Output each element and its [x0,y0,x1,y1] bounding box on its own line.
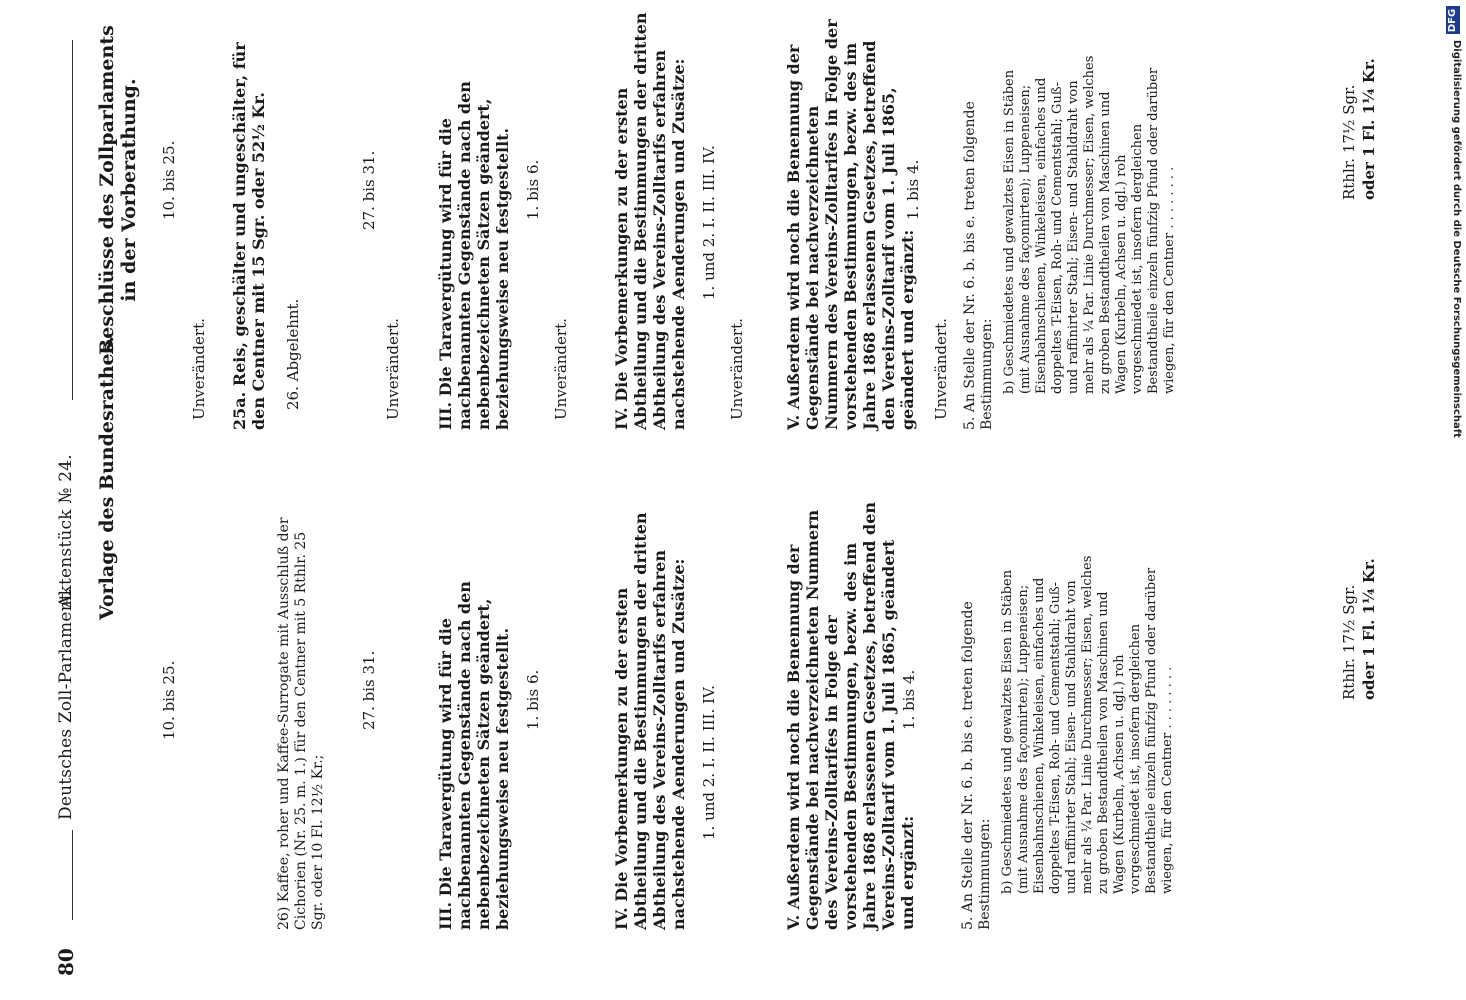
right-section-iv-range: 1. und 2. I. II. III. IV. [700,145,718,300]
left-item-5b-rate-kr: oder 1 Fl. 1¼ Kr. [1360,558,1378,700]
right-unchanged-1: Unverändert. [190,318,208,420]
left-range-27-31: 27. bis 31. [360,650,378,730]
left-item-26: 26) Kaffee, roher und Kaffee-Surrogate mit Ausschluß der Cichorien (Nr. 25. m. 1.) für den Centner mit 5 Rthlr. 25 Sgr. oder 10 Fl. 12½ Kr.; [276,517,326,930]
right-section-v-range: 1. bis 4. [904,159,922,220]
right-item-5-intro: 5. An Stelle der Nr. 6. b. bis e. treten folgende Bestimmungen: [962,101,995,430]
right-section-iii-range: 1. bis 6. [524,159,542,220]
right-section-iv: IV. Die Vorbemerkungen zu der ersten Abtheilung und die Bestimmungen der dritten Abtheilung des Vereins-Zolltarifs erfahren nachstehende Aenderungen und Zusätze: [612,12,688,430]
left-section-iv: IV. Die Vorbemerkungen zu der ersten Abtheilung und die Bestimmungen der dritten Abtheilung des Vereins-Zolltarifs erfahren nachstehende Aenderungen und Zusätze: [612,512,688,930]
digitization-credit: Digitalisierung gefördert durch die Deutsche Forschungsgemeinschaft [1451,40,1462,438]
right-section-iii: III. Die Taravergütung wird für die nachbenannten Gegenstände nach den nebenbezeichneten Sätzen geändert, beziehungsweise neu festgestellt. [436,81,512,430]
left-section-iii: III. Die Taravergütung wird für die nachbenannten Gegenstände nach den nebenbezeichneten Sätzen geändert, beziehungsweise neu festgestellt. [436,581,512,930]
right-item-5b-rate-kr: oder 1 Fl. 1¼ Kr. [1360,58,1378,200]
right-unchanged-3: Unverändert. [552,318,570,420]
header-rule-right [72,40,73,400]
left-section-iv-range: 1. und 2. I. II. III. IV. [700,685,718,840]
right-item-5b: b) Geschmiedetes und gewalztes Eisen in Stäben (mit Ausnahme des façonnirten); Luppeneisen; Eisenbahnschienen, Winkeleisen, einfaches und doppeltes T-Eisen, Roh- und Cementstahl; Guß- und raffinirter Stahl; Eisen- und Stahldraht von mehr als ¼ Par. Linie Durchmesser; Eisen, welches zu groben Bestandtheilen von Maschinen und Wagen (Kurbeln, Achsen u. dgl.) roh vorgeschmiedet ist, insofern dergleichen Bestandtheile einzeln fünfzig Pfund oder darüber wiegen, für den Centner . . . . . . . . [1002,55,1177,394]
left-section-v: V. Außerdem wird noch die Benennung der Gegenstände bei nachverzeichneten Nummern des Vereins-Zolltarifes in Folge der vorstehenden Bestimmungen, bezw. des im Jahre 1868 erlassenen Gesetzes, betreffend den Vereins-Zolltarif vom 1. Juli 1865, geändert und ergänzt: [784,501,917,930]
right-item-26: 26. Abgelehnt. [284,298,302,410]
left-item-5-intro: 5. An Stelle der Nr. 6. b. bis e. treten folgende Bestimmungen: [960,601,993,930]
right-range-27-31: 27. bis 31. [360,150,378,230]
page-number: 80 [54,948,78,976]
right-range-10-25: 10. bis 25. [160,140,178,220]
right-unchanged-2: Unverändert. [384,318,402,420]
header-rule-left [72,830,73,920]
left-range-10-25: 10. bis 25. [160,660,178,740]
right-column-heading: Beschlüsse des Zollparlaments in der Vorberathung. [96,25,140,355]
right-item-5b-rate-sgr: Rthlr. 17½ Sgr. [1340,84,1358,200]
header-title-right: Aktenstück № 24. [56,454,76,608]
left-section-v-range: 1. bis 4. [900,669,918,730]
left-section-iii-range: 1. bis 6. [524,669,542,730]
right-item-25a: 25a. Reis, geschälter und ungeschälter, für den Centner mit 15 Sgr. oder 52½ Kr. [230,42,268,430]
right-unchanged-5: Unverändert. [932,318,950,420]
right-unchanged-4: Unverändert. [728,318,746,420]
left-item-5b-rate-sgr: Rthlr. 17½ Sgr. [1340,584,1358,700]
left-item-5b: b) Geschmiedetes und gewalztes Eisen in Stäben (mit Ausnahme des façonnirten); Luppeneisen; Eisenbahnschienen, Winkeleisen, einfaches und doppeltes T-Eisen, Roh- und Cementstahl; Guß- und raffinirter Stahl; Eisen- und Stahldraht von mehr als ¼ Par. Linie Durchmesser; Eisen, welches zu groben Bestandtheilen von Maschinen und Wagen (Kurbeln, Achsen u. dgl.) roh vorgeschmiedet ist, insofern dergleichen Bestandtheile einzeln fünfzig Pfund oder darüber wiegen, für den Centner . . . . . . . . [1000,555,1175,894]
dfg-logo: DFG [1446,6,1460,34]
header-title-left: Deutsches Zoll-Parlament. [56,587,76,820]
right-section-v: V. Außerdem wird noch die Benennung der Gegenstände bei nachverzeichneten Nummern des Vereins-Zolltarifes in Folge der vorstehenden Bestimmungen, bezw. des im Jahre 1868 erlassenen Gesetzes, betreffend den Vereins-Zolltarif vom 1. Juli 1865, geändert und ergänzt: [784,19,917,430]
left-column-heading: Vorlage des Bundesrathes. [96,336,118,620]
